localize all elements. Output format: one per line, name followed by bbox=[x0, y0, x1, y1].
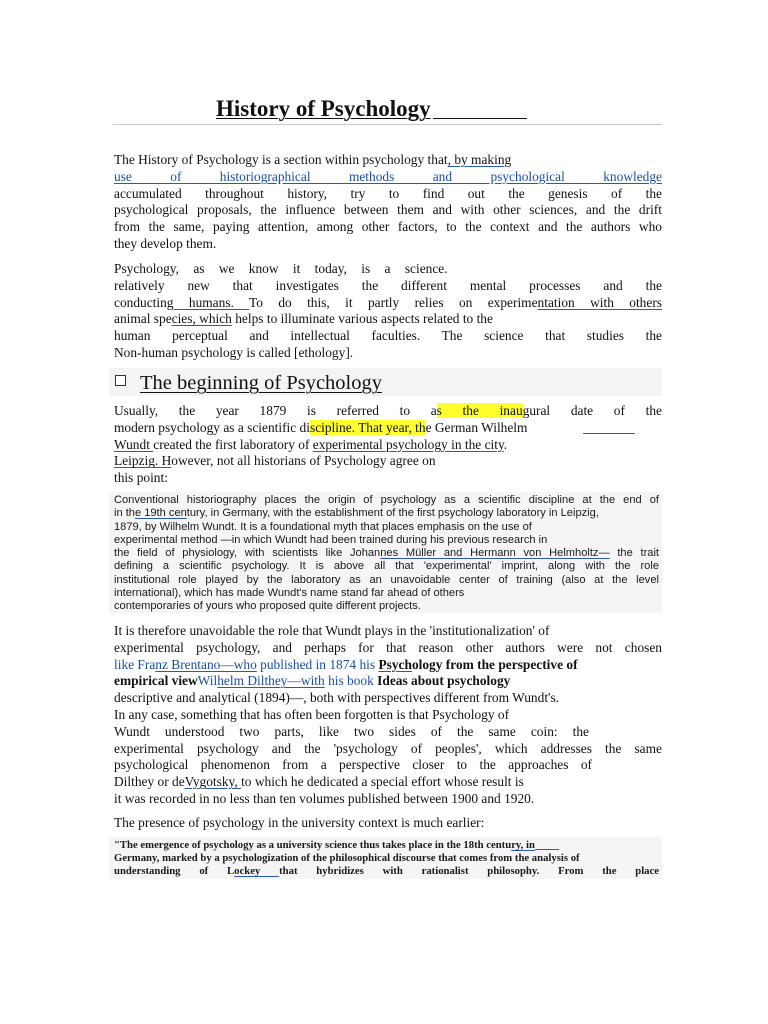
beginning-paragraph bbox=[114, 403, 662, 487]
section-heading: The beginning of Psychology bbox=[140, 372, 382, 394]
19th-century-link[interactable]: e 19th cen bbox=[134, 507, 187, 520]
intro-link-by-making[interactable]: , by making bbox=[447, 152, 512, 167]
wundt-link-gap[interactable] bbox=[583, 421, 635, 434]
quote1-line-4: experimental method —in which Wundt had been trained during his previous research in bbox=[114, 533, 548, 546]
leipzig-link[interactable]: Leipzig. H bbox=[114, 453, 172, 469]
dilthey-link[interactable]: helm Dilthey—with bbox=[217, 673, 325, 689]
beginning-line-5: this point: bbox=[114, 470, 168, 486]
intro-line-4: psychological proposals, the influence between them and with other sciences, and the drift bbox=[114, 202, 662, 218]
quote1-line-5: the field of physiology, with scientists like Johannes Müller and Hermann von Helmholtz— the trait bbox=[114, 547, 659, 560]
quote2-text bbox=[114, 838, 659, 879]
science-line-1: Psychology, as we know it today, is a science. bbox=[114, 261, 448, 276]
wundt-line-10: Dilthey or deVygotsky, to which he dedicated a special effort whose result is bbox=[114, 774, 524, 790]
vygotsky-link[interactable]: Vygotsky, bbox=[184, 774, 242, 790]
title-text: History of Psychology bbox=[216, 96, 431, 121]
muller-link[interactable]: nes Müller and He bbox=[380, 547, 485, 560]
beginning-line-4: Leipzig. However, not all historians of Psychology agree on bbox=[114, 453, 436, 469]
wundt-line-6: In any case, something that has often been forgotten is that Psychology of bbox=[114, 706, 510, 722]
locke-link[interactable]: ockey bbox=[234, 865, 280, 878]
quote1-line-8: international), which has made Wundt's name stand far ahead of others bbox=[114, 587, 465, 600]
quote1-text bbox=[114, 494, 659, 614]
title-divider bbox=[113, 124, 662, 125]
title-underline-gap bbox=[433, 118, 527, 119]
presence-paragraph bbox=[114, 815, 662, 832]
presence-line: The presence of psychology in the university context is much earlier: bbox=[114, 815, 485, 830]
quote1-line-3: 1879, by Wilhelm Wundt. It is a foundational myth that places emphasis on the use of bbox=[114, 520, 532, 533]
wundt-line-2: experimental psychology, and perhaps for that reason other authors were not chosen bbox=[114, 639, 662, 655]
science-line-2: relatively new that investigates the different mental processes and the bbox=[114, 277, 662, 293]
intro-line-1: The History of Psychology is a section within psychology that, by making bbox=[114, 152, 512, 167]
beginning-line-3: Wundt created the first laboratory of experimental psychology in the city. bbox=[114, 436, 508, 452]
wundt-line-9: psychological phenomenon from a perspective closer to the approaches of bbox=[114, 757, 592, 773]
helmholtz-link[interactable]: rmann von Helmholtz— bbox=[484, 547, 610, 560]
wundt-link[interactable]: Wundt bbox=[114, 436, 154, 452]
beginning-line-1: Usually, the year 1879 is referred to as the inaugural date of the bbox=[114, 403, 662, 418]
intro-line-3: accumulated throughout history, try to find out the genesis of the bbox=[114, 185, 662, 201]
wundt-line-1: It is therefore unavoidable the role that Wundt plays in the 'institutionalization' of bbox=[114, 623, 550, 638]
experimentation-link[interactable]: ntation with others bbox=[537, 294, 662, 310]
experimental-psychology-link[interactable]: experimental psychology in the city bbox=[312, 436, 504, 452]
science-line-4: animal species, which helps to illuminate various aspects related to the bbox=[114, 311, 493, 327]
science-paragraph bbox=[114, 261, 662, 362]
wundt-line-8: experimental psychology and the 'psychology of peoples', which addresses the same bbox=[114, 740, 662, 756]
humans-link[interactable]: humans. bbox=[173, 294, 250, 310]
highlight-inaugural: s the inau bbox=[436, 403, 523, 418]
intro-line-2[interactable] bbox=[114, 169, 662, 186]
quote2-line-2: Germany, marked by a psychologization of the philosophical discourse that comes from the analysis of bbox=[114, 851, 580, 864]
highlight-that-year: scipline. That year, th bbox=[309, 419, 426, 435]
century-link-gap[interactable] bbox=[535, 838, 559, 850]
science-line-3: conducting humans. To do this, it partly relies on experimentation with others bbox=[114, 294, 662, 310]
intro-line-6: they develop them. bbox=[114, 235, 217, 251]
quote2-line-1: "The emergence of psychology as a university science thus takes place in the 18th century, in bbox=[114, 838, 659, 852]
blockquote-historiography bbox=[109, 492, 662, 613]
science-line-5: human perceptual and intellectual faculties. The science that studies the bbox=[114, 328, 662, 344]
beginning-line-2: modern psychology as a scientific discipline. That year, the German Wilhelm bbox=[114, 420, 662, 437]
page-title bbox=[216, 95, 527, 123]
checkbox-icon bbox=[115, 375, 126, 386]
quote1-line-9: contemporaries of yours who proposed quite different projects. bbox=[114, 600, 421, 613]
quote1-line-6: defining a scientific psychology. It is above all that 'experimental' imprint, along with the role bbox=[114, 560, 659, 573]
wundt-line-5: descriptive and analytical (1894)—, both with perspectives different from Wundt's. bbox=[114, 690, 560, 706]
species-link[interactable]: cies, which bbox=[171, 311, 232, 327]
quote2-line-3: understanding of Lockey that hybridizes with rationalist philosophy. From the place bbox=[114, 865, 659, 878]
wundt-line-3: like Franz Brentano—who published in 1874 his Psychology from the perspective of bbox=[114, 656, 578, 672]
historiographical-methods-link[interactable]: use of historiographical methods and psychological knowledge bbox=[114, 168, 662, 184]
wundt-line-7: Wundt understood two parts, like two sides of the same coin: the bbox=[114, 723, 589, 739]
science-line-6: Non-human psychology is called [ethology]. bbox=[114, 344, 354, 360]
psychology-book-link[interactable]: Psych bbox=[378, 656, 412, 672]
wundt-line-11: it was recorded in no less than ten volumes published between 1900 and 1920. bbox=[114, 790, 535, 806]
wundt-paragraph bbox=[114, 623, 662, 808]
brentano-link[interactable]: nz Brentano—who bbox=[155, 656, 257, 672]
century-link[interactable]: ry, in bbox=[511, 839, 535, 851]
blockquote-university bbox=[109, 837, 662, 879]
quote1-line-2: in the 19th century, in Germany, with the establishment of the first psychology laboratory in Leipzig, bbox=[114, 507, 599, 520]
intro-paragraph bbox=[114, 152, 662, 253]
intro-line-5: from the same, paying attention, among other factors, to the context and the authors who bbox=[114, 219, 662, 235]
wundt-line-4: empirical viewWilhelm Dilthey—with his book Ideas about psychology bbox=[114, 673, 511, 689]
quote1-line-1: Conventional historiography places the origin of psychology as a scientific discipline at the end of bbox=[114, 494, 659, 506]
quote1-line-7: institutional role played by the laboratory as an unavoidable center of training (also at the level bbox=[114, 573, 659, 586]
